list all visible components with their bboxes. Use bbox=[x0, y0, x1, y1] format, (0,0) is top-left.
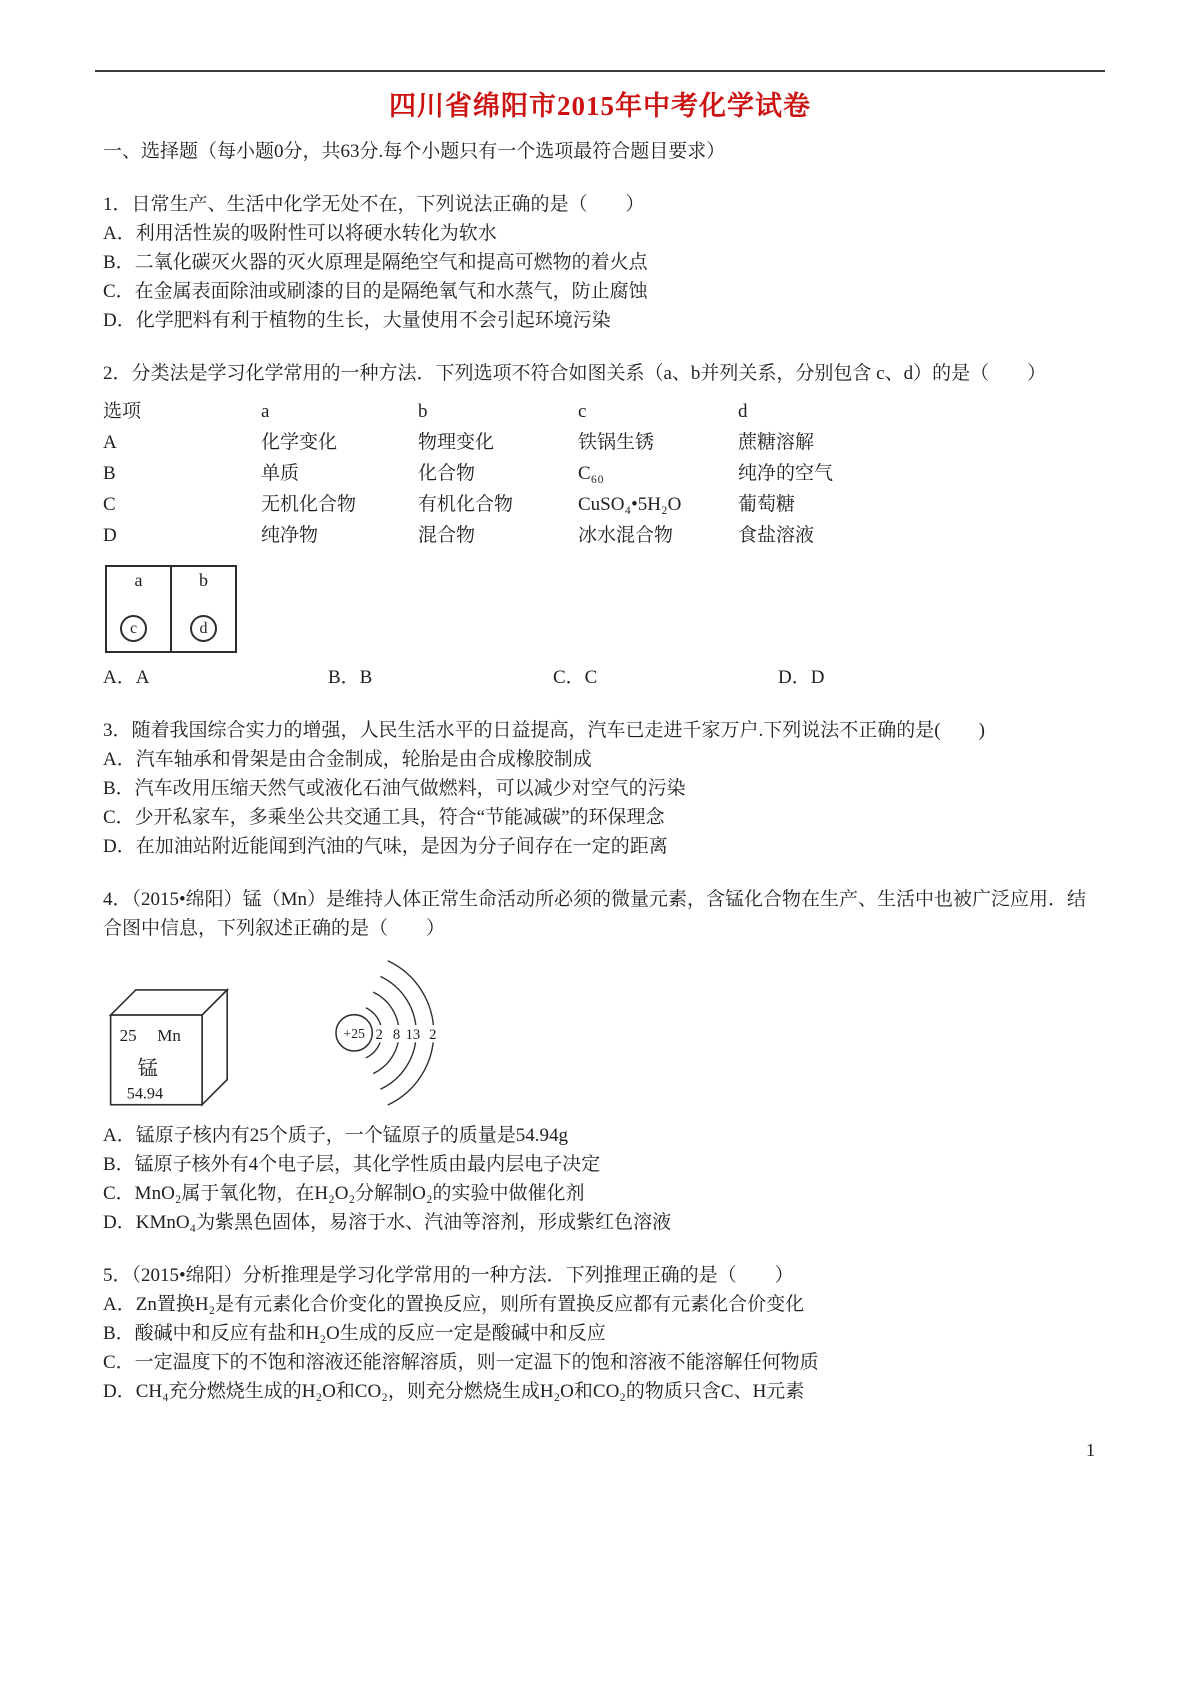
element-symbol: Mn bbox=[157, 1026, 181, 1046]
table-cell: 冰水混合物 bbox=[578, 525, 674, 546]
q5-option-d: D．CH₄充分燃烧生成的H₂O和CO₂，则充分燃烧生成H₂O和CO₂的物质只含C、H元素 bbox=[103, 1381, 805, 1402]
table-row bbox=[103, 427, 833, 458]
shell-3-electrons: 13 bbox=[405, 1026, 421, 1043]
q2-answer-a: A．A bbox=[103, 667, 150, 688]
q4-stem: 4．（2015•绵阳）锰（Mn）是维持人体正常生命活动所必须的微量元素，含锰化合物在生产、生活中也被广泛应用．结合图中信息，下列叙述正确的是（ ） bbox=[103, 889, 1087, 939]
table-header: b bbox=[418, 401, 428, 422]
q3-option-b: B．汽车改用压缩天然气或液化石油气做燃料，可以减少对空气的污染 bbox=[103, 778, 686, 799]
table-cell: 蔗糖溶解 bbox=[738, 432, 815, 453]
relation-circle-d: d bbox=[190, 615, 217, 642]
relation-cell-right bbox=[170, 567, 235, 651]
q2-stem: 2．分类法是学习化学常用的一种方法．下列选项不符合如图关系（a、b并列关系，分别包含 c、d）的是（ ） bbox=[103, 363, 1047, 384]
relation-circle-c: c bbox=[120, 615, 147, 642]
question-2 bbox=[103, 359, 1097, 692]
table-cell: C₆₀ bbox=[578, 463, 604, 484]
q1-option-c: C．在金属表面除油或刷漆的目的是隔绝氧气和水蒸气，防止腐蚀 bbox=[103, 281, 648, 302]
q1-option-b: B．二氧化碳灭火器的灭火原理是隔绝空气和提高可燃物的着火点 bbox=[103, 252, 648, 273]
q5-option-b: B．酸碱中和反应有盐和H₂O生成的反应一定是酸碱中和反应 bbox=[103, 1323, 606, 1344]
q5-stem: 5．（2015•绵阳）分析推理是学习化学常用的一种方法．下列推理正确的是（ ） bbox=[103, 1265, 794, 1286]
element-number: 25 bbox=[119, 1026, 137, 1046]
q2-answer-c: C．C bbox=[553, 667, 598, 688]
q1-stem: 1．日常生产、生活中化学无处不在，下列说法正确的是（ ） bbox=[103, 194, 645, 215]
classification-table bbox=[103, 396, 833, 551]
table-row bbox=[103, 458, 833, 489]
question-5 bbox=[103, 1261, 1097, 1406]
table-cell: 无机化合物 bbox=[261, 494, 357, 515]
element-cell-figure bbox=[105, 981, 240, 1111]
shell-1-electrons: 2 bbox=[375, 1026, 383, 1043]
relation-label-a: a bbox=[134, 570, 143, 590]
table-cell: 有机化合物 bbox=[418, 494, 514, 515]
table-cell: 葡萄糖 bbox=[738, 494, 796, 515]
table-cell: 化学变化 bbox=[261, 432, 338, 453]
q4-option-d: D．KMnO₄为紫黑色固体，易溶于水、汽油等溶剂，形成紫红色溶液 bbox=[103, 1212, 672, 1233]
q3-stem: 3．随着我国综合实力的增强，人民生活水平的日益提高，汽车已走进千家万户.下列说法不正确的是( ) bbox=[103, 720, 985, 741]
q5-option-c: C．一定温度下的不饱和溶液还能溶解溶质，则一定温下的饱和溶液不能溶解任何物质 bbox=[103, 1352, 819, 1373]
q2-answer-d: D．D bbox=[778, 667, 825, 688]
page-number-row bbox=[103, 1440, 1097, 1461]
q4-option-a: A．锰原子核内有25个质子，一个锰原子的质量是54.94g bbox=[103, 1125, 568, 1146]
atom-structure-figure bbox=[310, 955, 515, 1115]
section-heading: 一、选择题（每小题0分，共63分.每个小题只有一个选项最符合题目要求） bbox=[103, 141, 726, 162]
page-title: 四川省绵阳市2015年中考化学试卷 bbox=[389, 91, 811, 121]
table-cell: CuSO₄•5H₂O bbox=[578, 494, 682, 515]
table-row bbox=[103, 489, 833, 520]
table-cell: 化合物 bbox=[418, 463, 476, 484]
table-cell: 食盐溶液 bbox=[738, 525, 815, 546]
element-cube-icon bbox=[105, 981, 240, 1111]
q2-answer-row bbox=[103, 663, 1097, 692]
table-header: a bbox=[261, 401, 270, 422]
table-header: d bbox=[738, 401, 748, 422]
table-header: 选项 bbox=[103, 401, 142, 422]
nucleus-charge: +25 bbox=[343, 1026, 365, 1042]
page-number: 1 bbox=[1086, 1440, 1095, 1460]
q1-option-a: A．利用活性炭的吸附性可以将硬水转化为软水 bbox=[103, 223, 497, 244]
table-cell: 单质 bbox=[261, 463, 300, 484]
table-cell: A bbox=[103, 432, 117, 453]
table-cell: C bbox=[103, 494, 116, 515]
element-mass: 54.94 bbox=[126, 1085, 164, 1103]
q4-option-c: C．MnO₂属于氧化物，在H₂O₂分解制O₂的实验中做催化剂 bbox=[103, 1183, 585, 1204]
shell-4-electrons: 2 bbox=[429, 1026, 437, 1043]
top-rule bbox=[95, 70, 1105, 72]
table-cell: 混合物 bbox=[418, 525, 476, 546]
atom-structure-icon bbox=[310, 955, 515, 1115]
table-cell: 物理变化 bbox=[418, 432, 495, 453]
table-row bbox=[103, 520, 833, 551]
table-cell: 铁锅生锈 bbox=[578, 432, 655, 453]
table-header: c bbox=[578, 401, 587, 422]
table-cell: 纯净的空气 bbox=[738, 463, 834, 484]
table-cell: D bbox=[103, 525, 117, 546]
table-header-row bbox=[103, 396, 833, 427]
table-cell: B bbox=[103, 463, 116, 484]
relation-label-b: b bbox=[199, 570, 208, 590]
relation-diagram bbox=[105, 565, 237, 653]
q4-option-b: B．锰原子核外有4个电子层，其化学性质由最内层电子决定 bbox=[103, 1154, 601, 1175]
q2-answer-b: B．B bbox=[328, 667, 373, 688]
q3-option-c: C．少开私家车，多乘坐公共交通工具，符合“节能减碳”的环保理念 bbox=[103, 807, 665, 828]
table-cell: 纯净物 bbox=[261, 525, 319, 546]
element-name: 锰 bbox=[137, 1058, 159, 1081]
question-3 bbox=[103, 716, 1097, 861]
shell-2-electrons: 8 bbox=[392, 1026, 401, 1043]
question-4 bbox=[103, 885, 1097, 1237]
relation-cell-left bbox=[107, 567, 170, 651]
question-1 bbox=[103, 190, 1097, 335]
q3-option-a: A．汽车轴承和骨架是由合金制成，轮胎是由合成橡胶制成 bbox=[103, 749, 592, 770]
q3-option-d: D．在加油站附近能闻到汽油的气味，是因为分子间存在一定的距离 bbox=[103, 836, 668, 857]
q5-option-a: A．Zn置换H₂是有元素化合价变化的置换反应，则所有置换反应都有元素化合价变化 bbox=[103, 1294, 805, 1315]
q1-option-d: D．化学肥料有利于植物的生长，大量使用不会引起环境污染 bbox=[103, 310, 611, 331]
q4-figure bbox=[105, 955, 1097, 1115]
